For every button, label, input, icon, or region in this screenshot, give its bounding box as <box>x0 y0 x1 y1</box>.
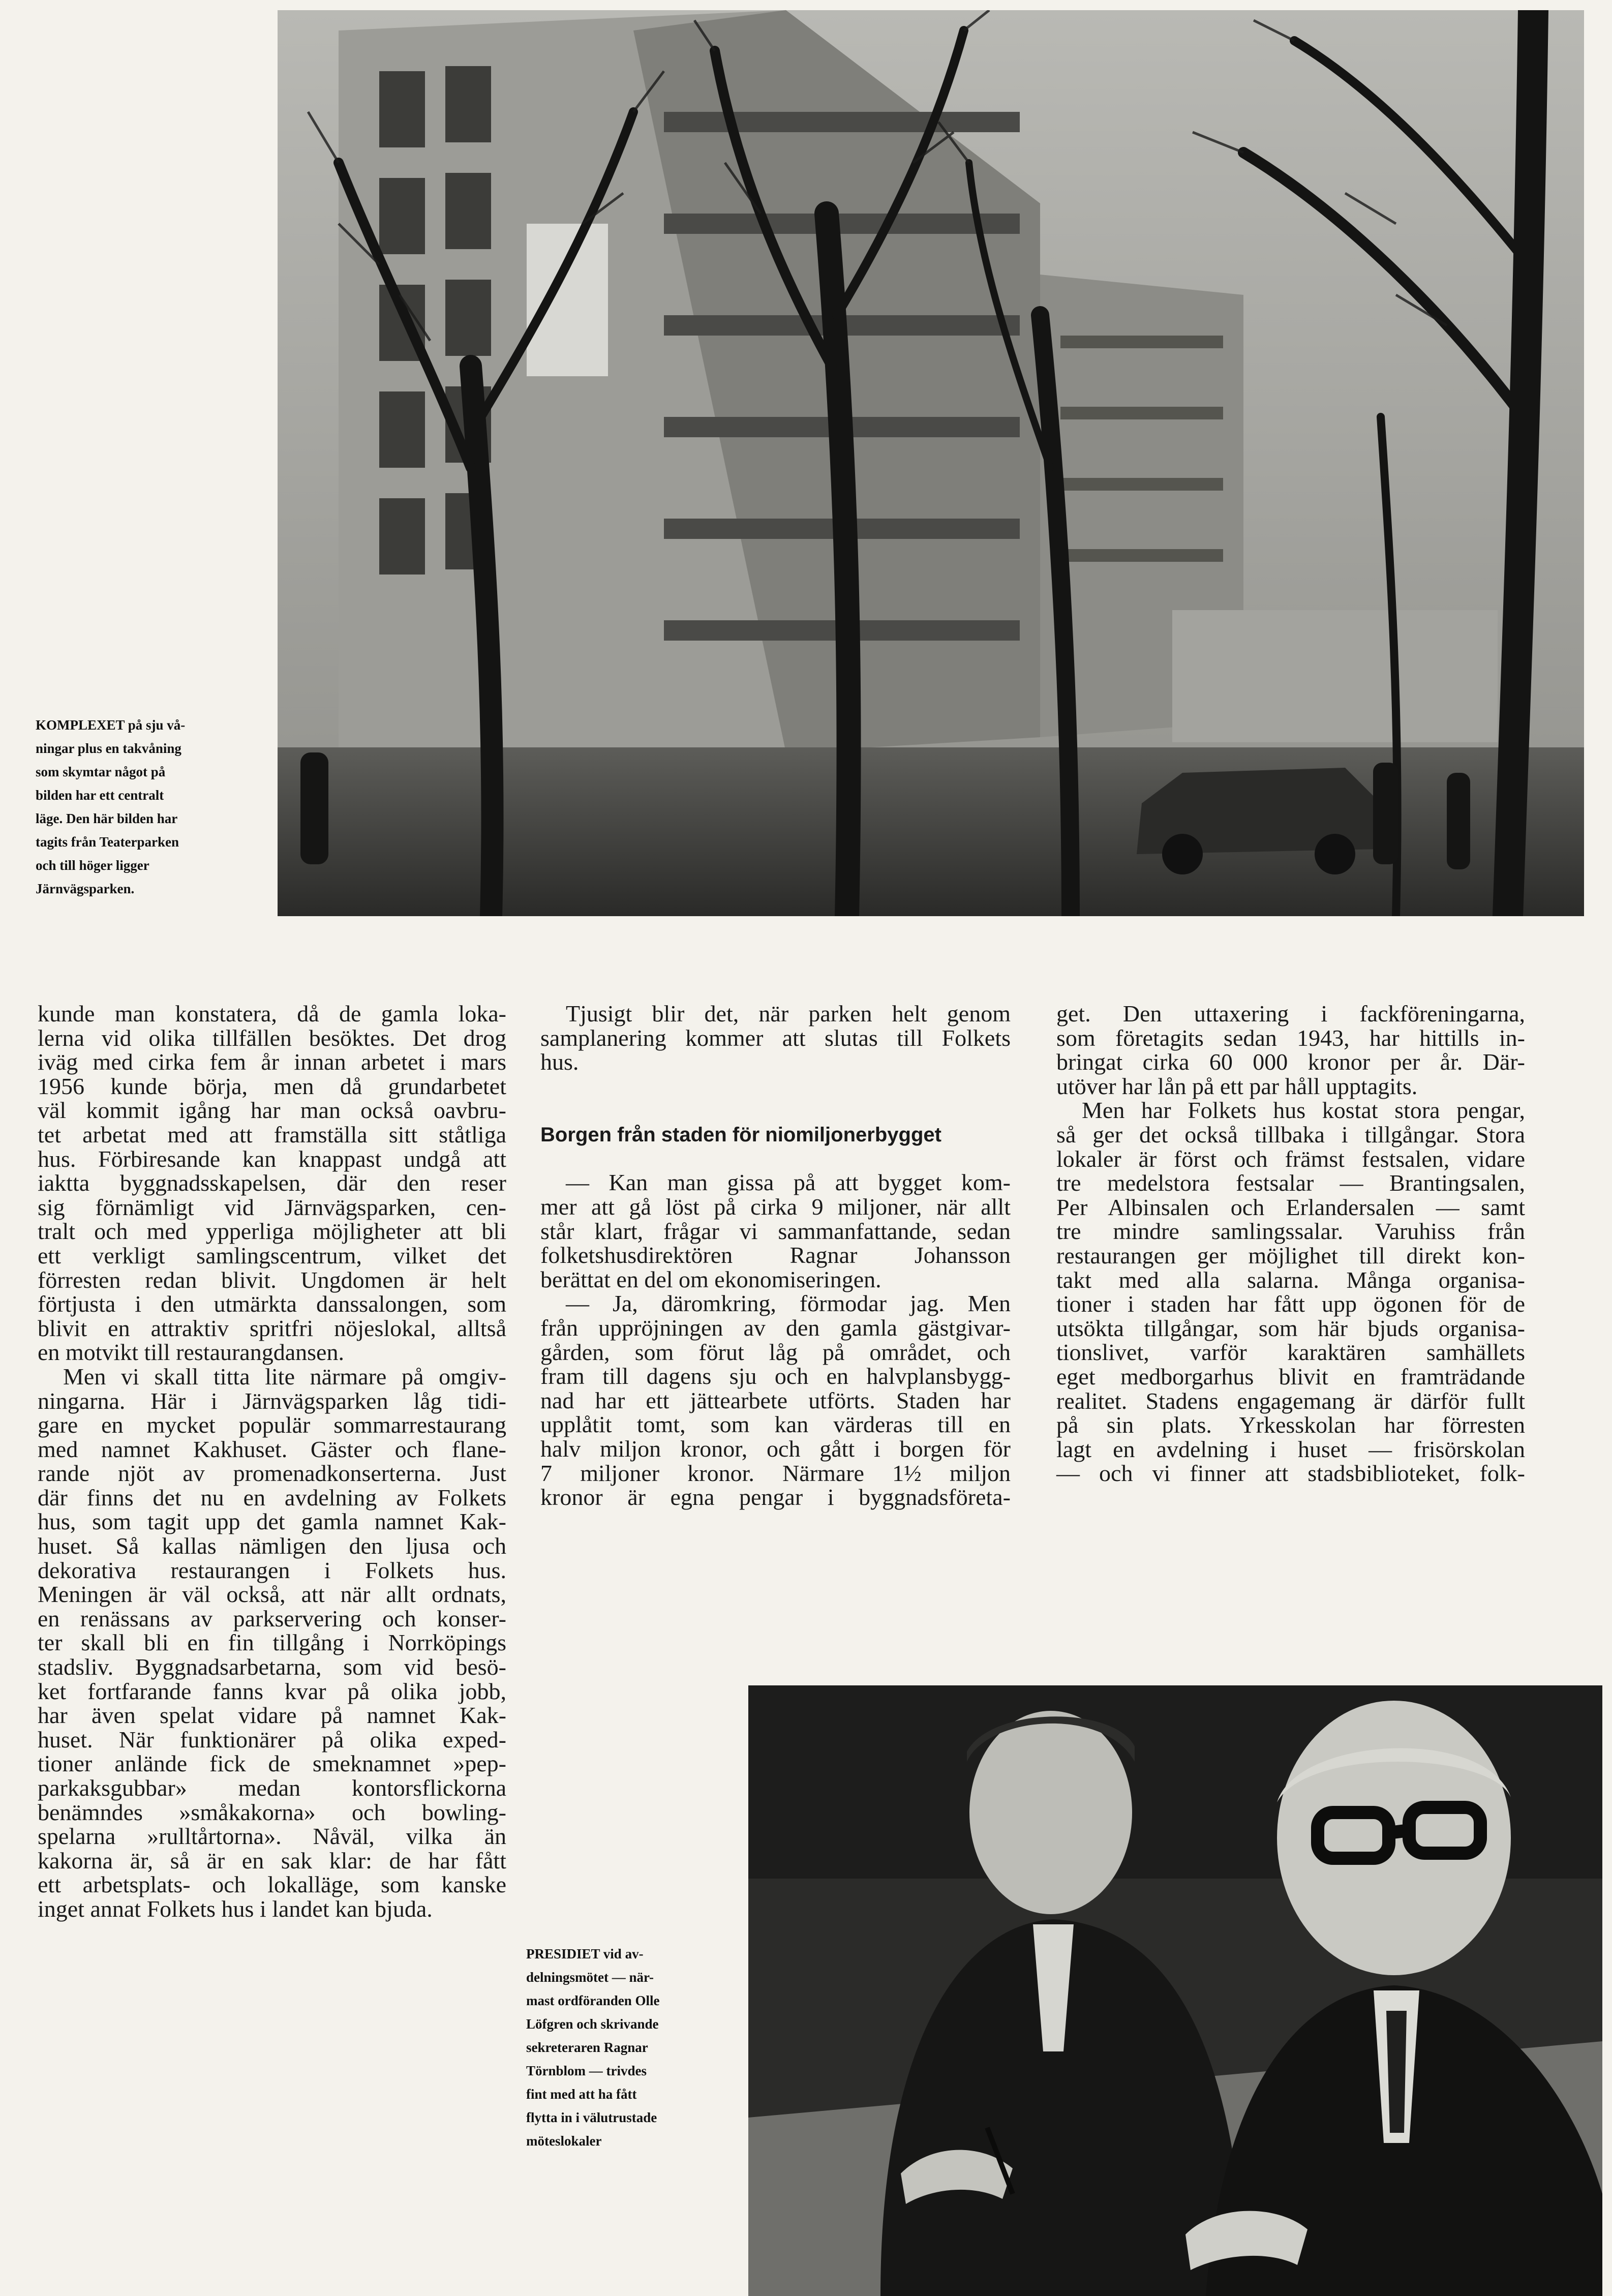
caption-line: bilden har ett centralt <box>36 788 164 803</box>
text-line: kunde man konstatera, då de gamla loka- <box>38 1001 506 1026</box>
caption-line: läge. Den här bilden har <box>36 811 178 826</box>
text-line: ket fortfarande fanns kvar på olika jobb, <box>38 1678 506 1704</box>
article-column-1 <box>38 1002 506 1921</box>
text-line: tioner anlände fick de smeknamnet »pep- <box>38 1750 506 1777</box>
text-line: folketshusdirektören Ragnar Johansson <box>540 1242 1011 1268</box>
presidium-photo-art <box>748 1685 1602 2296</box>
caption-line: ningar plus en takvåning <box>36 741 181 756</box>
text-line: från uppröjningen av den gamla gästgivar- <box>540 1314 1011 1341</box>
caption-line: sekreteraren Ragnar <box>526 2040 648 2055</box>
article-column-3 <box>1056 1002 1525 1486</box>
text-line: huset. Så kallas nämligen den ljusa och <box>38 1533 506 1559</box>
caption-line: Törnblom — trivdes <box>526 2063 647 2078</box>
caption-line: Järnvägsparken. <box>36 881 135 896</box>
text-line: tre medelstora festsalar — Brantingsalen, <box>1056 1170 1525 1196</box>
text-line: förresten redan blivit. Ungdomen är helt <box>38 1266 506 1293</box>
text-line: realitet. Stadens engagemang är därför fullt <box>1056 1387 1525 1414</box>
text-line: blivit en attraktiv spritfri nöjeslokal, alltså <box>38 1315 506 1341</box>
column-2-body <box>540 1170 1011 1509</box>
text-line: som företagits sedan 1943, har hittills in- <box>1056 1024 1525 1051</box>
text-line: förtjusta i den utmärkta danssalongen, som <box>38 1291 506 1317</box>
text-line: bringat cirka 60 000 kronor per år. Där- <box>1056 1049 1525 1075</box>
article-column-2 <box>540 1002 1011 1509</box>
text-line: kronor är egna pengar i byggnadsföreta- <box>540 1484 1011 1510</box>
text-line: ningarna. Här i Järnvägsparken låg tidi- <box>38 1387 506 1414</box>
caption-line: PRESIDIET vid av- <box>526 1946 644 1961</box>
text-line: lerna vid olika tillfällen besöktes. Det drog <box>38 1024 506 1051</box>
column-2-intro <box>540 1002 1011 1074</box>
text-line: ter skall bli en fin tillgång i Norrköpings <box>38 1629 506 1656</box>
text-line: — och vi finner att stadsbiblioteket, folk- <box>1056 1460 1525 1487</box>
text-line: Tjusigt blir det, när parken helt genom <box>566 1001 1011 1026</box>
text-line: parkaksgubbar» medan kontorsflickorna <box>38 1775 506 1801</box>
caption-line: Löfgren och skrivande <box>526 2016 659 2032</box>
text-line: gare en mycket populär sommarrestaurang <box>38 1412 506 1438</box>
text-line: rande njöt av promenadkonserterna. Just <box>38 1460 506 1487</box>
text-line: utsökta tillgångar, som här bjuds organisa- <box>1056 1315 1525 1341</box>
text-line: tionslivet, varför karaktären samhällets <box>1056 1339 1525 1366</box>
text-line: på sin plats. Yrkesskolan har förresten <box>1056 1412 1525 1438</box>
caption-line: och till höger ligger <box>36 858 149 873</box>
bottom-photo-caption <box>526 1942 740 2153</box>
text-line: restaurangen ger möjlighet till direkt kon- <box>1056 1242 1525 1268</box>
text-line: hus, som tagit upp det gamla namnet Kak- <box>38 1508 506 1535</box>
text-line: inget annat Folkets hus i landet kan bjuda. <box>38 1895 433 1922</box>
text-line: Men vi skall titta lite närmare på omgiv- <box>63 1363 506 1389</box>
caption-line: KOMPLEXET på sju vå- <box>36 717 186 733</box>
caption-line: fint med att ha fått <box>526 2087 637 2102</box>
text-line: har även spelat vidare på namnet Kak- <box>38 1702 506 1729</box>
text-line: tet arbetat med att framställa sitt ståtliga <box>38 1121 506 1147</box>
text-line: så ger det också tillbaka i tillgångar. Stora <box>1056 1121 1525 1147</box>
text-line: där finns det nu en avdelning av Folkets <box>38 1484 506 1510</box>
caption-line: tagits från Teaterparken <box>36 834 179 850</box>
text-line: tre mindre samlingssalar. Varuhiss från <box>1056 1218 1525 1245</box>
text-line: 7 miljoner kronor. Närmare 1½ miljon <box>540 1460 1011 1486</box>
presidium-photo <box>748 1685 1602 2296</box>
text-line: upplåtit tomt, som kan värderas till en <box>540 1411 1011 1438</box>
text-line: tralt och med ypperliga möjligheter att bli <box>38 1218 506 1245</box>
text-line: iaktta byggnadsskapelsen, där den reser <box>38 1170 506 1196</box>
text-line: — Kan man gissa på att bygget kom- <box>566 1169 1011 1196</box>
text-line: lokaler är först och främst festsalen, vidare <box>1056 1145 1525 1172</box>
text-line: Per Albinsalen och Erlandersalen — samt <box>1056 1194 1525 1220</box>
text-line: fram till dagens sju och en halvplansbygg- <box>540 1363 1011 1389</box>
text-line: samplanering kommer att slutas till Folkets <box>540 1024 1011 1051</box>
caption-line: som skymtar något på <box>36 764 166 779</box>
text-line: benämndes »småkakorna» och bowling- <box>38 1799 506 1825</box>
text-line: halv miljon kronor, och gått i borgen för <box>540 1435 1011 1462</box>
text-line: nad har ett jättearbete utförts. Staden har <box>540 1387 1011 1413</box>
text-line: berättat en del om ekonomiseringen. <box>540 1266 881 1292</box>
text-line: mer att gå löst på cirka 9 miljoner, när allt <box>540 1193 1011 1220</box>
text-line: en renässans av parkservering och konser- <box>38 1605 506 1632</box>
top-photo-caption <box>36 713 275 900</box>
text-line: spelarna »rulltårtorna». Nåväl, vilka än <box>38 1823 506 1850</box>
text-line: sig förnämligt vid Järnvägsparken, cen- <box>38 1194 506 1220</box>
text-line: väl kommit igång har man också oavbru- <box>38 1097 506 1124</box>
text-line: eget medborgarhus blivit en framträdande <box>1056 1363 1525 1389</box>
section-heading: Borgen från staden för niomiljonerbygget <box>540 1123 941 1146</box>
text-line: 1956 kunde börja, men då grundarbetet <box>38 1073 506 1099</box>
caption-line: delningsmötet — när- <box>526 1970 654 1985</box>
text-line: huset. När funktionärer på olika exped- <box>38 1726 506 1753</box>
caption-line: flytta in i välutrustade <box>526 2110 657 2125</box>
text-line: utöver har lån på ett par håll upptagits. <box>1056 1073 1418 1099</box>
text-line: med namnet Kakhuset. Gäster och flane- <box>38 1436 506 1462</box>
text-line: tioner i staden har fått upp ögonen för de <box>1056 1291 1525 1317</box>
text-line: — Ja, däromkring, förmodar jag. Men <box>566 1290 1011 1317</box>
building-photo-art <box>278 10 1584 916</box>
text-line: lagt en avdelning i huset — frisörskolan <box>1056 1436 1525 1462</box>
text-line: get. Den uttaxering i fackföreningarna, <box>1056 1001 1525 1026</box>
text-line: iväg med cirka fem år innan arbetet i mars <box>38 1049 506 1075</box>
text-line: kakorna är, så är en sak klar: de har fått <box>38 1847 506 1874</box>
text-line: takt med alla salarna. Många organisa- <box>1056 1266 1525 1293</box>
building-photo <box>278 10 1584 916</box>
text-line: Men har Folkets hus kostat stora pengar, <box>1082 1097 1525 1124</box>
caption-line: möteslokaler <box>526 2133 602 2149</box>
text-line: gården, som förut låg på området, och <box>540 1339 1011 1365</box>
text-line: ett verkligt samlingscentrum, vilket det <box>38 1242 506 1268</box>
text-line: Meningen är väl också, att när allt ordnats, <box>38 1581 506 1608</box>
text-line: står klart, frågar vi sammanfattande, sedan <box>540 1218 1011 1244</box>
text-line: hus. Förbiresande kan knappast undgå att <box>38 1145 506 1172</box>
caption-line: mast ordföranden Olle <box>526 1993 660 2008</box>
text-line: en motvikt till restaurangdansen. <box>38 1339 344 1366</box>
text-line: dekorativa restaurangen i Folkets hus. <box>38 1557 506 1583</box>
text-line: stadsliv. Byggnadsarbetarna, som vid besö- <box>38 1654 506 1680</box>
text-line: hus. <box>540 1049 579 1075</box>
text-line: ett arbetsplats- och lokalläge, som kanske <box>38 1871 506 1898</box>
